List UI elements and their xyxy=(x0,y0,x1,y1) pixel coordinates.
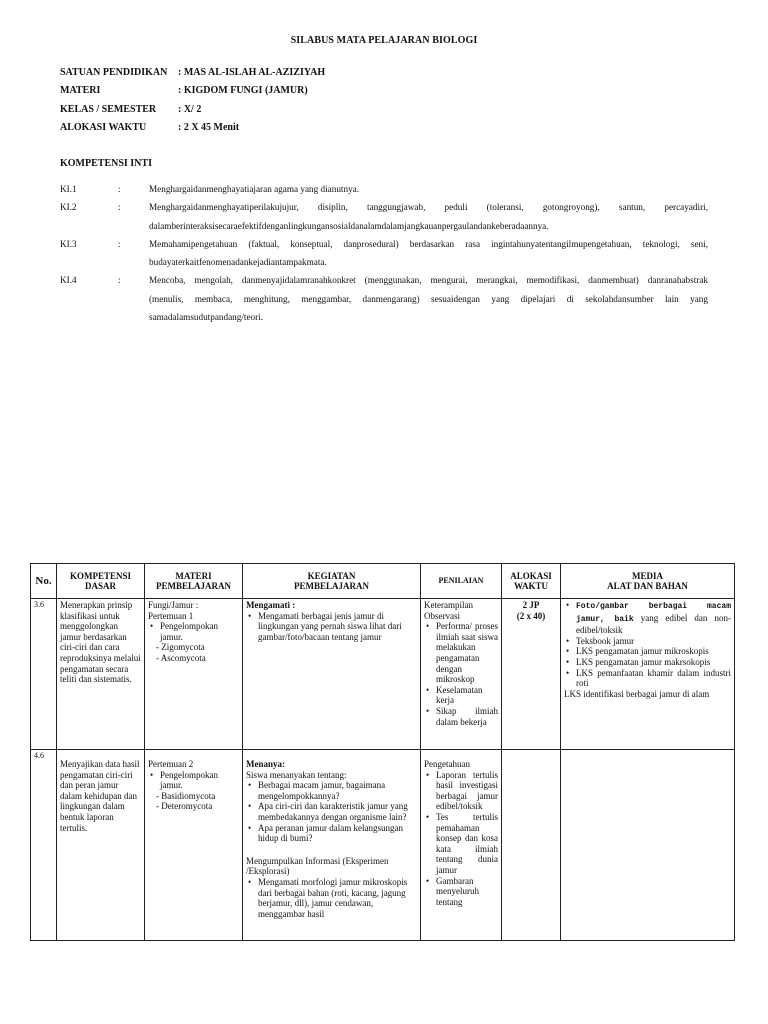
identity-block xyxy=(60,67,325,140)
list-item: • LKS pengamatan jamur makrsokopis xyxy=(576,657,731,668)
ki-code: KI.4 xyxy=(60,275,77,286)
list-item: • Berbagai macam jamur, bagaimana mengelompokkannya? xyxy=(258,780,417,801)
meta-value: : KIGDOM FUNGI (JAMUR) xyxy=(178,85,308,97)
penilaian-heading: Keterampilan Observasi xyxy=(424,600,473,621)
media-extra: LKS identifikasi berbagai jamur di alam xyxy=(564,688,710,699)
header-materi xyxy=(145,564,243,599)
ki-row-4 xyxy=(60,271,708,326)
materi-title: Fungi/Jamur : xyxy=(148,600,199,610)
ki-line: budayaterkaitfenomenadankejadiantampakmata. xyxy=(149,257,327,268)
list-item: • Apa peranan jamur dalam kelangsungan hidup di bumi? xyxy=(258,823,417,844)
cell-media xyxy=(561,599,735,750)
header-line: KEGIATAN xyxy=(307,571,356,581)
alokasi-line: 2 JP xyxy=(522,600,540,610)
header-kegiatan xyxy=(243,564,421,599)
ki-line: Memahamipengetahuan (faktual, konseptual, danprosedural) berdasarkan rasa ingintahunyatentangilmupengetahuan, teknologi, seni, xyxy=(149,238,708,249)
cell-no: 3.6 xyxy=(31,599,57,750)
spacer xyxy=(246,844,417,856)
cell-penilaian xyxy=(421,599,502,750)
cell-materi xyxy=(145,750,243,941)
ki-text xyxy=(149,235,708,272)
kegiatan-bullets xyxy=(246,780,417,844)
materi-bullets xyxy=(148,770,239,791)
list-item: - Ascomycota xyxy=(156,652,206,663)
header-penilaian: PENILAIAN xyxy=(421,564,502,599)
ki-text xyxy=(149,271,708,326)
ki-line: dalamberinteraksisecaraefektifdenganlingkungansosialdanalamdalamjangkauanpergaulandankeberadaannya. xyxy=(149,220,549,231)
meta-value: : MAS AL-ISLAH AL-AZIZIYAH xyxy=(178,67,326,78)
list-item: • Sikap ilmiah dalam bekerja xyxy=(436,706,498,727)
meta-label: SATUAN PENDIDIKAN xyxy=(60,67,168,78)
header-media xyxy=(561,564,735,599)
list-item: • Gambaran menyeluruh tentang xyxy=(436,876,498,908)
cell-materi xyxy=(145,599,243,750)
meta-label: ALOKASI WAKTU xyxy=(60,121,147,133)
spacer xyxy=(60,751,141,759)
list-item: • LKS pengamatan jamur mikroskopis xyxy=(576,646,731,657)
header-line: PEMBELAJARAN xyxy=(155,581,231,591)
kegiatan-heading: Menanya: xyxy=(246,759,285,769)
header-line: ALOKASI xyxy=(510,571,552,581)
meta-row-materi xyxy=(60,85,325,103)
cell-kegiatan xyxy=(243,750,421,941)
header-no: No. xyxy=(31,564,57,599)
ki-line: (menulis, membaca, menghitung, menggambar, danmengarang) sesuaidengan yang dipelajari di sekolahdansumber lain yang xyxy=(149,293,708,304)
spacer xyxy=(424,751,498,759)
meta-label: KELAS / SEMESTER xyxy=(60,103,157,115)
kd-text: Menyajikan data hasil pengamatan ciri-ciri dan peran jamur dalam kehidupan dan lingkungan dalam bentuk laporan tertulis. xyxy=(60,759,140,833)
materi-sub: Pertemuan 2 xyxy=(148,759,194,769)
header-line: WAKTU xyxy=(513,581,548,591)
cell-kompetensi-dasar xyxy=(57,750,145,941)
header-line: MATERI xyxy=(175,571,212,581)
meta-row-kelas xyxy=(60,104,325,122)
meta-row-satuan xyxy=(60,67,325,85)
cell-alokasi xyxy=(502,599,561,750)
ki-row-1 xyxy=(60,180,708,198)
header-line: ALAT DAN BAHAN xyxy=(607,581,688,591)
header-alokasi xyxy=(502,564,561,599)
ki-text xyxy=(149,198,708,235)
kegiatan-heading: Mengamati : xyxy=(246,600,296,610)
spacer xyxy=(148,751,239,759)
materi-bullets xyxy=(148,621,239,642)
cell-no: 4.6 xyxy=(31,750,57,941)
header-line: KOMPETENSI xyxy=(69,571,131,581)
list-item: • LKS pemanfaatan khamir dalam industri roti xyxy=(576,668,731,689)
penilaian-bullets xyxy=(424,621,498,727)
cell-alokasi-empty xyxy=(502,750,561,941)
ki-line: Menghargaidanmenghayatiperilakujujur, disiplin, tanggungjawab, peduli (toleransi, gotongroyong), santun, percayadiri, xyxy=(149,202,708,213)
header-line: MEDIA xyxy=(632,571,663,581)
media-bullets xyxy=(564,600,731,689)
list-item: • Teksbook jamur xyxy=(576,636,731,647)
table-row xyxy=(31,599,735,750)
table-row xyxy=(31,750,735,941)
list-item: • Pengelompokan jamur. xyxy=(160,770,239,791)
list-item: • Tes tertulis pemahaman konsep dan kosa kata ilmiah tentang dunia jamur xyxy=(436,812,498,876)
list-item xyxy=(576,600,731,636)
list-item: • Performa/ proses ilmiah saat siswa melakukan pengamatan dengan mikroskop xyxy=(436,621,498,685)
ki-code: KI.2 xyxy=(60,202,77,213)
ki-line: Menghargaidanmenghayatiajaran agama yang dianutnya. xyxy=(149,184,360,194)
ki-colon: : xyxy=(118,202,121,213)
ki-row-2 xyxy=(60,198,708,235)
meta-label: MATERI xyxy=(60,85,101,97)
materi-sub: Pertemuan 1 xyxy=(148,610,194,621)
ki-colon: : xyxy=(118,238,121,249)
ki-line: Mencoba, mengolah, danmenyajidalamranahkonkret (menggunakan, mengurai, merangkai, memodifikasi, danmembuat) danranahabstrak xyxy=(149,275,708,286)
spacer xyxy=(246,751,417,759)
kegiatan-heading-2: Mengumpulkan Informasi (Eksperimen /Eksplorasi) xyxy=(246,855,389,877)
cell-media-empty xyxy=(561,750,735,941)
media-mono-text: Foto/gambar berbagai macam jamur, baik xyxy=(576,602,731,624)
ki-colon: : xyxy=(118,275,121,286)
ki-heading: KOMPETENSI INTI xyxy=(60,158,152,169)
header-kompetensi-dasar xyxy=(57,564,145,599)
ki-colon: : xyxy=(118,184,121,194)
kegiatan-bullets-2 xyxy=(246,877,417,919)
cell-kegiatan xyxy=(243,599,421,750)
meta-value: : 2 X 45 Menit xyxy=(178,121,240,133)
alokasi-line: (2 x 40) xyxy=(516,610,546,621)
list-item: • Pengelompokan jamur. xyxy=(160,621,239,642)
penilaian-heading: Pengetahuan xyxy=(424,759,470,769)
penilaian-bullets xyxy=(424,770,498,908)
list-item: • Mengamati morfologi jamur mikroskopis dari berbagai bahan (roti, kacang, jagung berjamur, dll), jamur cendawan, menggambar hasil xyxy=(258,877,417,919)
media-text: yang edibel dan non-edibel/toksik xyxy=(576,612,731,636)
kegiatan-bullets xyxy=(246,611,417,643)
header-line: DASAR xyxy=(84,581,116,591)
meta-value: : X/ 2 xyxy=(178,103,202,115)
ki-code: KI.1 xyxy=(60,184,77,194)
list-item: • Laporan tertulis hasil investigasi berbagai jamur edibel/toksik xyxy=(436,770,498,812)
list-item: • Keselamatan kerja xyxy=(436,685,498,706)
ki-line: samadalamsudutpandang/teori. xyxy=(149,312,264,323)
document-title: SILABUS MATA PELAJARAN BIOLOGI xyxy=(290,35,478,46)
list-item: - Basidiomycota xyxy=(156,790,216,801)
list-item: • Mengamati berbagai jenis jamur di lingkungan yang pernah siswa lihat dari gambar/foto/bacaan tentang jamur xyxy=(258,611,417,643)
table-header-row xyxy=(31,564,735,599)
ki-code: KI.3 xyxy=(60,238,77,249)
syllabus-table xyxy=(30,563,735,941)
ki-text xyxy=(149,180,708,198)
list-item: - Zigomycota xyxy=(156,642,205,653)
ki-list xyxy=(60,180,708,326)
header-line: PEMBELAJARAN xyxy=(293,581,369,591)
kegiatan-intro: Siswa menanyakan tentang: xyxy=(246,769,347,780)
list-item: - Deteromycota xyxy=(156,801,213,812)
meta-row-alokasi xyxy=(60,122,325,140)
cell-kompetensi-dasar: Menerapkan prinsip klasifikasi untuk menggolongkan jamur berdasarkan ciri-ciri dan cara reproduksinya melalui pengamatan secara teliti dan sistematis. xyxy=(57,599,145,750)
list-item: • Apa ciri-ciri dan karakteristik jamur yang membedakannya dengan organisme lain? xyxy=(258,801,417,822)
cell-penilaian xyxy=(421,750,502,941)
ki-row-3 xyxy=(60,235,708,272)
